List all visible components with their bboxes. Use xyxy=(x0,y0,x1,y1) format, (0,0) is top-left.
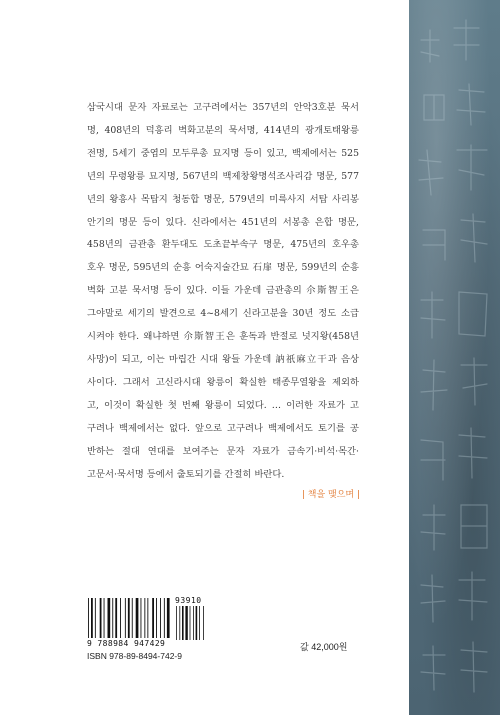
body-line: 고문서·묵서명 등에서 출토되기를 간절히 바란다. xyxy=(87,468,285,480)
body-line: 사망)이 되고, 이는 마립간 시대 왕들 가운데 訥祇麻立干과 음상 xyxy=(87,353,359,365)
isbn-barcode xyxy=(87,598,267,658)
body-line: 명, 408년의 덕흥리 벽화고분의 묵서명, 414년의 광개토태왕릉 xyxy=(87,124,359,136)
barcode-ean-digits: 9 788984 947429 xyxy=(87,639,166,648)
body-line: 고, 이것이 확실한 첫 번째 왕릉이 되었다. … 이러한 자료가 고 xyxy=(87,399,359,411)
body-line: 안기의 명문 등이 있다. 신라에서는 451년의 서봉총 은합 명문, xyxy=(87,216,359,228)
body-line: 전명, 5세기 중엽의 모두루총 묘지명 등이 있고, 백제에서는 525 xyxy=(87,147,359,159)
stone-inscription-band xyxy=(409,0,500,715)
barcode-addon-digits: 93910 xyxy=(175,596,202,605)
isbn-number: ISBN 978-89-8494-742-9 xyxy=(87,651,182,661)
body-line: 년의 왕흥사 목탑지 청동합 명문, 579년의 미륵사지 서탑 사리봉 xyxy=(87,193,359,205)
barcode-addon-bars xyxy=(175,606,211,640)
barcode-bars xyxy=(87,598,171,640)
body-line: 시켜야 한다. 왜냐하면 尒斯智王은 훈독과 반절로 넛지왕(458년 xyxy=(87,331,359,343)
price-label: 값 42,000원 xyxy=(300,642,348,652)
body-line: 반하는 절대 연대를 보여주는 문자 자료가 금속기·비석·목간· xyxy=(87,445,359,457)
closing-section-label: | 책을 맺으며 | xyxy=(301,490,360,500)
body-line: 호우 명문, 595년의 순흥 어숙지술간묘 石扉 명문, 599년의 순흥 xyxy=(87,262,359,274)
inscription-texture xyxy=(409,0,500,715)
body-text xyxy=(87,97,359,486)
body-line: 삼국시대 문자 자료로는 고구려에서는 357년의 안악3호분 묵서 xyxy=(87,102,359,113)
body-line: 458년의 금관총 환두대도 도초끝부속구 명문, 475년의 호우총 xyxy=(87,239,359,251)
body-line: 년의 무령왕릉 묘지명, 567년의 백제창왕명석조사리감 명문, 577 xyxy=(87,170,359,182)
body-line: 구려나 백제에서는 없다. 앞으로 고구려나 백제에서도 토기를 공 xyxy=(87,422,359,434)
body-line: 사이다. 그래서 고신라시대 왕릉이 확실한 태종무열왕을 제외하 xyxy=(87,376,359,388)
body-line: 그야말로 세기의 발견으로 4~8세기 신라고분을 30년 정도 소급 xyxy=(87,308,359,320)
body-line: 벽화 고분 묵서명 등이 있다. 이들 가운데 금관총의 尒斯智王은 xyxy=(87,285,359,297)
